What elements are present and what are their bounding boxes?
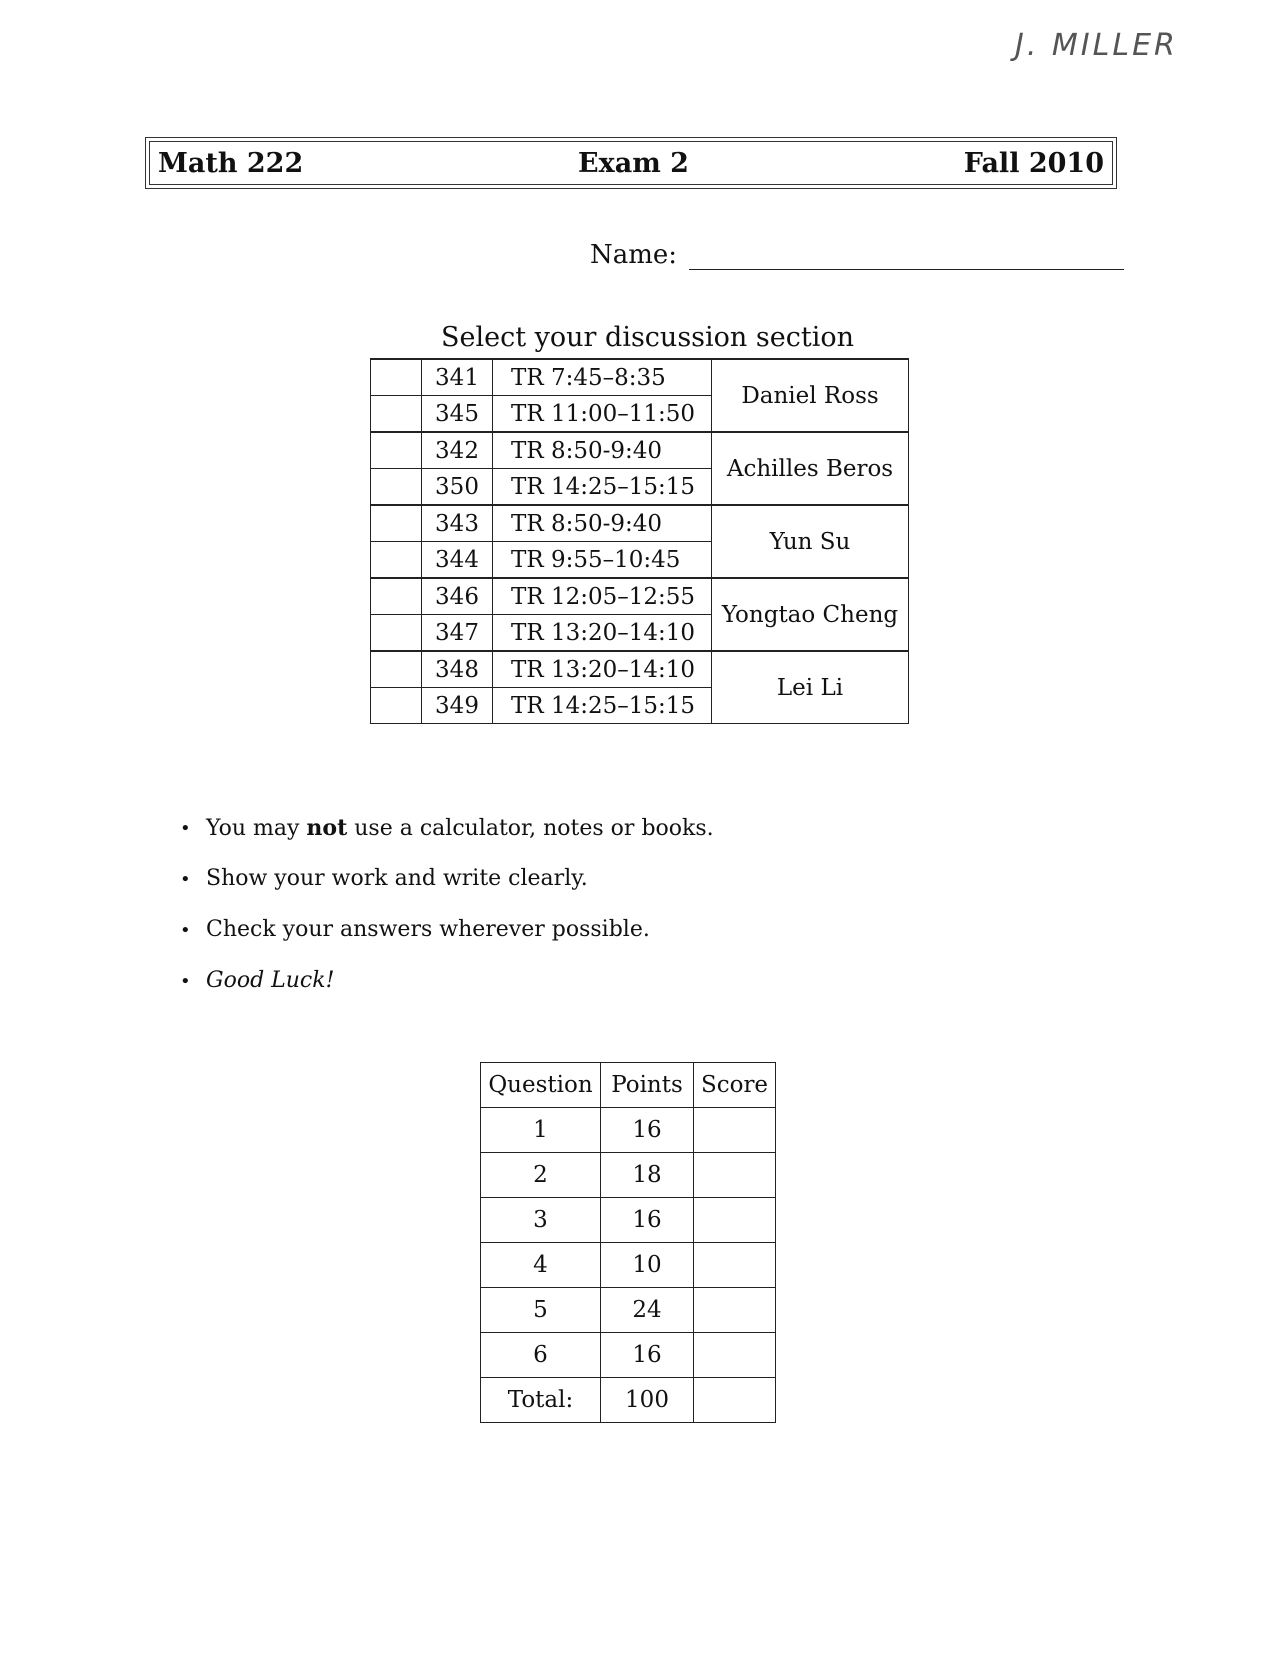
section-time: TR 9:55–10:45 bbox=[493, 542, 712, 579]
question-score[interactable] bbox=[694, 1108, 776, 1153]
instruction-item bbox=[180, 917, 714, 968]
section-checkbox[interactable] bbox=[371, 505, 422, 542]
term-label: Fall 2010 bbox=[963, 147, 1104, 179]
name-blank[interactable] bbox=[689, 245, 1124, 270]
course-title: Math 222 bbox=[158, 147, 304, 179]
section-checkbox[interactable] bbox=[371, 578, 422, 615]
section-row bbox=[371, 505, 909, 542]
score-row bbox=[481, 1288, 776, 1333]
section-row bbox=[371, 578, 909, 615]
section-number: 346 bbox=[422, 578, 493, 615]
section-checkbox[interactable] bbox=[371, 469, 422, 506]
score-total-row bbox=[481, 1378, 776, 1423]
score-row bbox=[481, 1153, 776, 1198]
name-field bbox=[590, 240, 1124, 270]
section-number: 347 bbox=[422, 615, 493, 652]
score-row bbox=[481, 1108, 776, 1153]
instruction-emphasis: not bbox=[306, 815, 348, 841]
score-table bbox=[480, 1062, 776, 1423]
section-number: 348 bbox=[422, 651, 493, 688]
header-points: Points bbox=[601, 1063, 694, 1108]
section-table-title: Select your discussion section bbox=[441, 322, 854, 353]
section-time: TR 13:20–14:10 bbox=[493, 651, 712, 688]
section-time: TR 8:50-9:40 bbox=[493, 505, 712, 542]
section-row bbox=[371, 359, 909, 396]
bullet-icon: • bbox=[180, 818, 191, 839]
bullet-icon: • bbox=[180, 869, 191, 890]
section-number: 343 bbox=[422, 505, 493, 542]
section-number: 345 bbox=[422, 396, 493, 433]
question-points: 24 bbox=[601, 1288, 694, 1333]
section-instructor: Daniel Ross bbox=[712, 359, 909, 432]
name-label: Name: bbox=[590, 240, 678, 270]
question-number: 2 bbox=[481, 1153, 601, 1198]
section-checkbox[interactable] bbox=[371, 688, 422, 724]
section-row bbox=[371, 651, 909, 688]
instruction-text bbox=[206, 815, 714, 841]
section-time: TR 13:20–14:10 bbox=[493, 615, 712, 652]
score-row bbox=[481, 1198, 776, 1243]
exam-header bbox=[145, 137, 1117, 189]
section-time: TR 7:45–8:35 bbox=[493, 359, 712, 396]
question-number: 1 bbox=[481, 1108, 601, 1153]
instruction-text: Show your work and write clearly. bbox=[206, 866, 588, 891]
section-checkbox[interactable] bbox=[371, 432, 422, 469]
instructions-list bbox=[180, 815, 714, 1019]
question-score[interactable] bbox=[694, 1198, 776, 1243]
question-score[interactable] bbox=[694, 1333, 776, 1378]
question-score[interactable] bbox=[694, 1243, 776, 1288]
header-question: Question bbox=[481, 1063, 601, 1108]
section-checkbox[interactable] bbox=[371, 359, 422, 396]
section-number: 349 bbox=[422, 688, 493, 724]
question-number: 4 bbox=[481, 1243, 601, 1288]
section-instructor: Lei Li bbox=[712, 651, 909, 724]
discussion-section-table bbox=[370, 358, 909, 724]
section-time: TR 14:25–15:15 bbox=[493, 469, 712, 506]
exam-header-inner bbox=[149, 141, 1113, 185]
question-score[interactable] bbox=[694, 1153, 776, 1198]
header-score: Score bbox=[694, 1063, 776, 1108]
bullet-icon: • bbox=[180, 971, 191, 992]
section-instructor: Achilles Beros bbox=[712, 432, 909, 505]
instruction-text-part: You may bbox=[206, 816, 307, 841]
question-points: 10 bbox=[601, 1243, 694, 1288]
score-table-header bbox=[481, 1063, 776, 1108]
section-time: TR 11:00–11:50 bbox=[493, 396, 712, 433]
instruction-text: Good Luck! bbox=[206, 968, 335, 993]
section-checkbox[interactable] bbox=[371, 396, 422, 433]
total-label: Total: bbox=[481, 1378, 601, 1423]
instruction-item bbox=[180, 815, 714, 866]
question-points: 18 bbox=[601, 1153, 694, 1198]
question-score[interactable] bbox=[694, 1288, 776, 1333]
section-number: 344 bbox=[422, 542, 493, 579]
question-points: 16 bbox=[601, 1333, 694, 1378]
question-number: 5 bbox=[481, 1288, 601, 1333]
section-time: TR 12:05–12:55 bbox=[493, 578, 712, 615]
section-time: TR 8:50-9:40 bbox=[493, 432, 712, 469]
bullet-icon: • bbox=[180, 920, 191, 941]
question-number: 6 bbox=[481, 1333, 601, 1378]
handwritten-name: J. MILLER bbox=[1015, 28, 1178, 63]
exam-title: Exam 2 bbox=[578, 147, 689, 179]
section-row bbox=[371, 432, 909, 469]
instruction-text: Check your answers wherever possible. bbox=[206, 917, 650, 942]
section-checkbox[interactable] bbox=[371, 542, 422, 579]
total-points: 100 bbox=[601, 1378, 694, 1423]
section-time: TR 14:25–15:15 bbox=[493, 688, 712, 724]
instruction-text-part: use a calculator, notes or books. bbox=[347, 816, 714, 841]
section-number: 341 bbox=[422, 359, 493, 396]
section-instructor: Yun Su bbox=[712, 505, 909, 578]
section-instructor: Yongtao Cheng bbox=[712, 578, 909, 651]
instruction-item bbox=[180, 968, 714, 1019]
score-row bbox=[481, 1333, 776, 1378]
total-score[interactable] bbox=[694, 1378, 776, 1423]
question-points: 16 bbox=[601, 1198, 694, 1243]
section-number: 350 bbox=[422, 469, 493, 506]
section-checkbox[interactable] bbox=[371, 651, 422, 688]
question-number: 3 bbox=[481, 1198, 601, 1243]
section-number: 342 bbox=[422, 432, 493, 469]
score-row bbox=[481, 1243, 776, 1288]
instruction-item bbox=[180, 866, 714, 917]
section-checkbox[interactable] bbox=[371, 615, 422, 652]
question-points: 16 bbox=[601, 1108, 694, 1153]
